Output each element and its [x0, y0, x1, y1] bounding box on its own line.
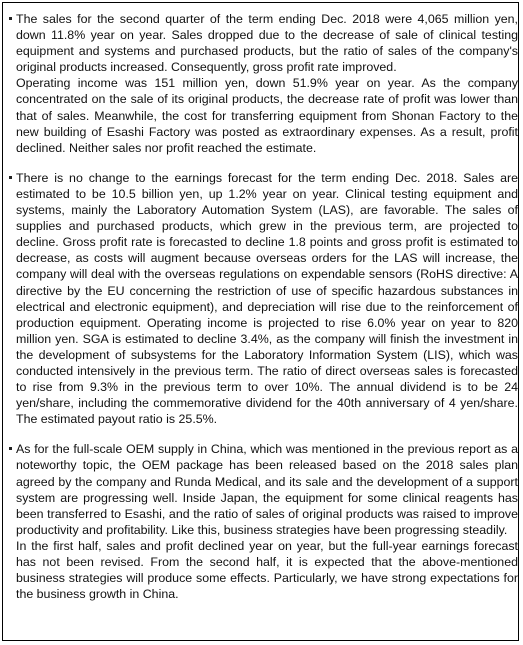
paragraph: The sales for the second quarter of the term ending Dec. 2018 were 4,065 million yen, down 11.8% year on year. Sales dropped due to the decrease of sale of clinical testing equipment and systems and purchased products, but the ratio of sales of the company's original products increased. Consequently, gross profit rate improved. — [16, 12, 518, 75]
text-box-frame — [2, 2, 519, 641]
bullet-marker — [9, 176, 12, 179]
paragraph: Operating income was 151 million yen, down 51.9% year on year. As the company concentrated on the sale of its original products, the decrease rate of profit was lower than that of sales. Meanwhile, the cost for transferring equipment from Shonan Factory to the new building of Esashi Factory was posted as extraordinary expenses. As a result, profit declined. Neither sales nor profit reached the estimate. — [16, 76, 518, 155]
commentary-text — [9, 11, 518, 602]
bullet-marker — [9, 17, 12, 20]
bullet-marker — [9, 447, 12, 450]
paragraph: In the first half, sales and profit declined year on year, but the full-year earnings forecast has not been revised. From the second half, it is expected that the above-mentioned business strategies will produce some effects. Particularly, we have strong expectations for the business growth in China. — [16, 538, 518, 602]
bullet-item-oem-supply-china — [9, 441, 518, 602]
paragraph: There is no change to the earnings forecast for the term ending Dec. 2018. Sales are estimated to be 10.5 billion yen, up 1.2% year on year. Clinical testing equipment and systems, mainly the Laboratory Automation System (LAS), are favorable. The sales of supplies and purchased products, which grew in the previous term, are projected to decline. Gross profit rate is forecasted to decline 1.8 points and gross profit is estimated to decrease, as costs will augment because overseas orders for the LAS will increase, the company will deal with the overseas regulations on expendable sensors (RoHS directive: A directive by the EU concerning the restriction of use of specific hazardous substances in electrical and electronic equipment), and depreciation will rise due to the reinforcement of production equipment. Operating income is projected to rise 6.0% year on year to 820 million yen. SGA is estimated to decline 3.4%, as the company will finish the investment in the development of subsystems for the Laboratory Information System (LIS), which was conducted intensively in the previous term. The ratio of direct overseas sales is forecasted to rise from 9.3% in the previous term to over 10%. The annual dividend is to be 24 yen/share, including the commemorative dividend for the 40th anniversary of 4 yen/share. The estimated payout ratio is 25.5%. — [16, 170, 518, 427]
paragraph: As for the full-scale OEM supply in China, which was mentioned in the previous report as a noteworthy topic, the OEM package has been released based on the 2018 sales plan agreed by the company and Runda Medical, and its sale and the development of a support system are progressing well. Inside Japan, the equipment for some clinical reagents has been transferred to Esashi, and the ratio of sales of original products was raised to improve productivity and profitability. Like this, business strategies have been progressing steadily. — [16, 442, 518, 537]
bullet-item-second-quarter-results — [9, 11, 518, 156]
bullet-item-earnings-forecast — [9, 170, 518, 428]
